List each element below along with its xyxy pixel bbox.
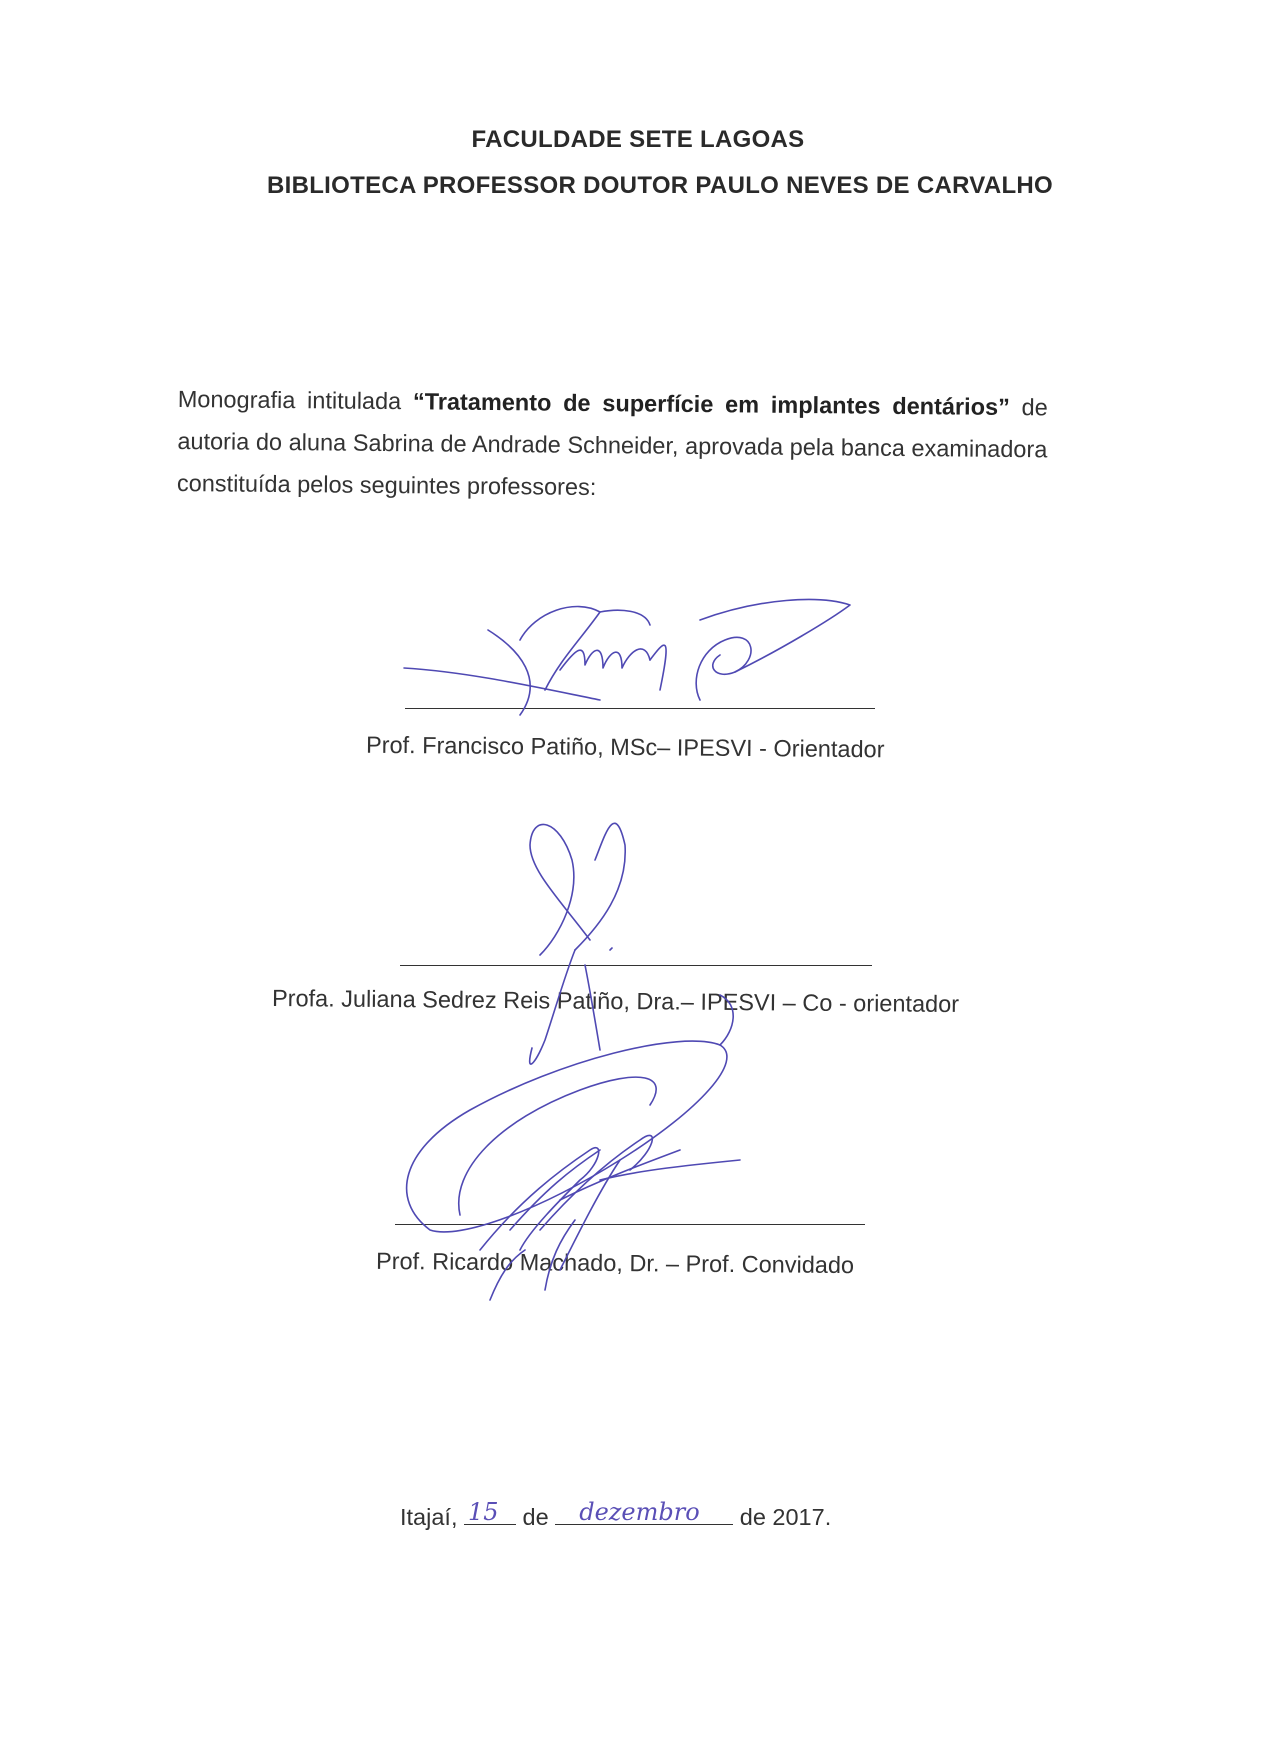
date-month-blank [555, 1498, 733, 1526]
approval-prefix: Monografia intitulada [177, 385, 414, 415]
date-day: 15 [468, 1498, 499, 1526]
signature-line-3 [395, 1224, 865, 1225]
institution-name: FACULDADE SETE LAGOAS [471, 126, 805, 153]
approval-statement [177, 378, 1048, 512]
approval-suffix: de autoria do aluna Sabrina de Andrade Schneider, aprovada pela banca examinadora constituída pelos seguintes professores: [176, 393, 1048, 501]
signature-1-ink [404, 600, 850, 715]
signature-2-ink [530, 823, 626, 1064]
date-month: dezembro [579, 1498, 700, 1526]
library-name: BIBLIOTECA PROFESSOR DOUTOR PAULO NEVES DE CARVALHO [266, 172, 1054, 199]
signature-line-2 [400, 965, 872, 966]
date-line [400, 1498, 832, 1531]
signatory-name-3: Prof. Ricardo Machado, Dr. – Prof. Convidado [375, 1247, 855, 1279]
signatory-name-2: Profa. Juliana Sedrez Reis Patiño, Dra.– IPESVI – Co - orientador [271, 985, 960, 1017]
signatory-name-1: Prof. Francisco Patiño, MSc– IPESVI - Orientador [365, 731, 885, 763]
monograph-title: “Tratamento de superfície em implantes dentários” [412, 388, 1010, 420]
date-city: Itajaí, [400, 1504, 458, 1530]
date-day-blank [464, 1498, 516, 1526]
signature-line-1 [405, 708, 875, 709]
date-year: de 2017. [739, 1504, 832, 1530]
date-de: de [522, 1504, 549, 1530]
